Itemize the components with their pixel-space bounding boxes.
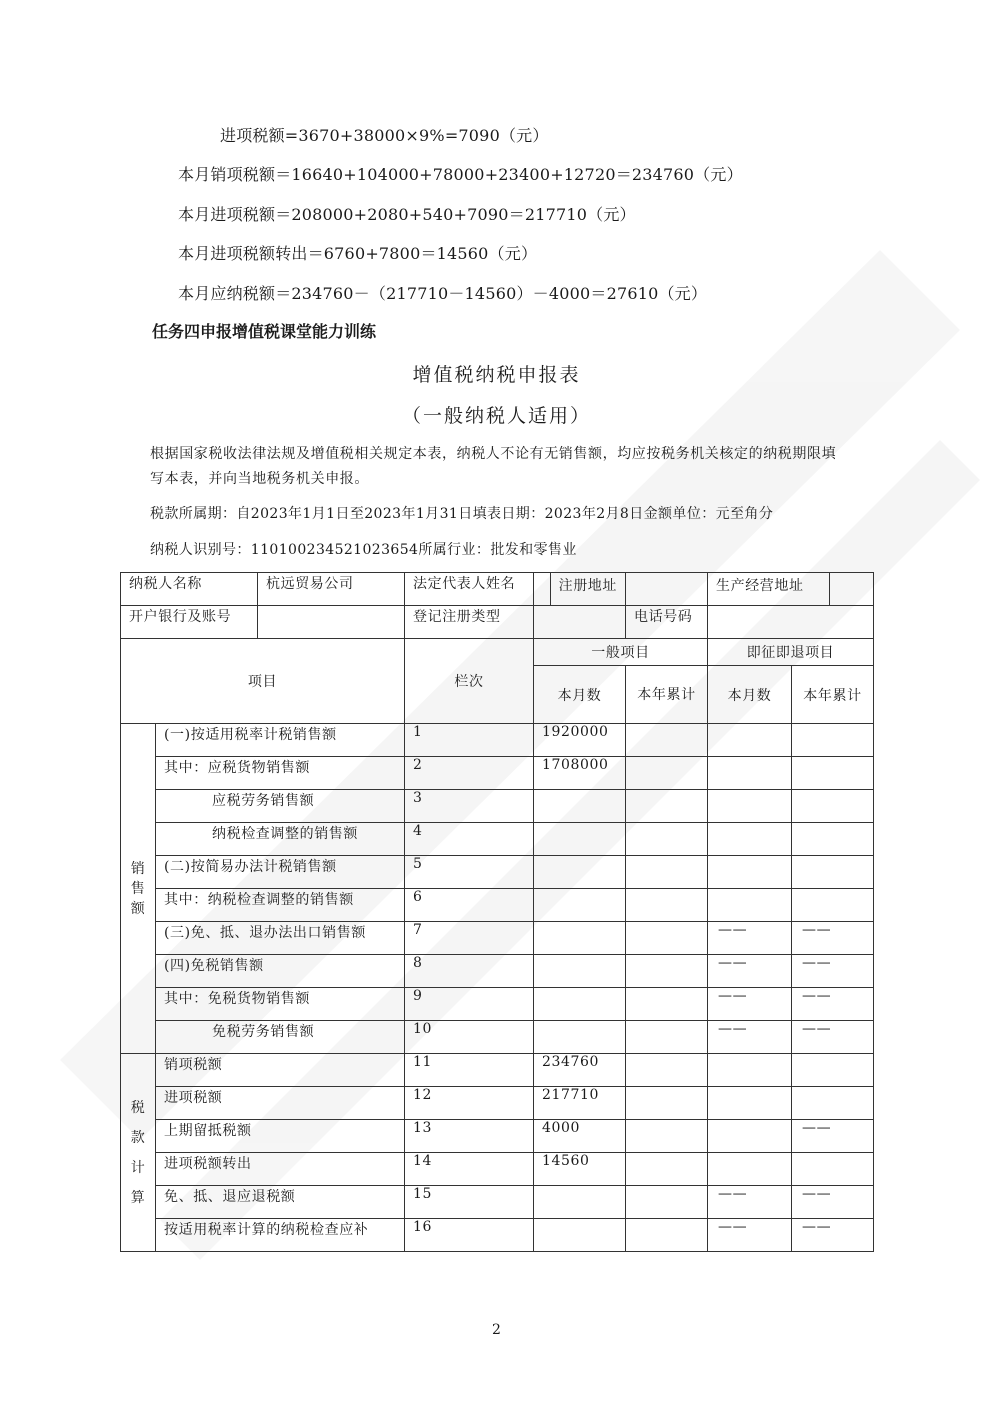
bank-label: 开户银行及账号 xyxy=(121,606,258,639)
row-number: 5 xyxy=(405,856,534,889)
table-row xyxy=(121,922,874,955)
form-title: 增值税纳税申报表 xyxy=(412,364,581,386)
intro-paragraph: 根据国家税收法律法规及增值税相关规定本表，纳税人不论有无销售额，均应按税务机关核定的纳税期限填写本表，并向当地税务机关申报。 xyxy=(150,446,837,487)
row-label: 其中：免税货物销售额 xyxy=(156,988,405,1021)
row-label: (三)免、抵、退办法出口销售额 xyxy=(156,922,405,955)
row-label: 进项税额 xyxy=(156,1087,405,1120)
table-row xyxy=(121,823,874,856)
dash-cell: —— xyxy=(708,922,792,955)
reg-address-label: 注册地址 xyxy=(558,578,617,594)
column-month-header: 本月数 xyxy=(534,666,626,724)
section-sales-label: 销 售 额 xyxy=(121,724,156,1054)
dash-cell: —— xyxy=(708,1186,792,1219)
row-label: 应税劳务销售额 xyxy=(156,790,405,823)
row-label: 其中：纳税检查调整的销售额 xyxy=(156,889,405,922)
phone-label: 电话号码 xyxy=(626,606,708,639)
row-number: 12 xyxy=(405,1087,534,1120)
form-subtitle: （一般纳税人适用） xyxy=(401,405,591,427)
header-row-2 xyxy=(121,606,874,639)
row-label: 上期留抵税额 xyxy=(156,1120,405,1153)
page-number: 2 xyxy=(492,1322,501,1338)
table-row xyxy=(121,1054,874,1087)
dash-cell: —— xyxy=(792,922,874,955)
row-label: (二)按简易办法计税销售额 xyxy=(156,856,405,889)
table-row xyxy=(121,955,874,988)
row-label: 进项税额转出 xyxy=(156,1153,405,1186)
row-number: 9 xyxy=(405,988,534,1021)
row-label: (四)免税销售额 xyxy=(156,955,405,988)
calc-line-2: 本月销项税额＝16640+104000+78000+23400+12720＝234760（元） xyxy=(178,165,743,184)
dash-cell: —— xyxy=(792,955,874,988)
table-row xyxy=(121,757,874,790)
calc-line-5: 本月应纳税额＝234760－（217710－14560）－4000＝27610（元） xyxy=(178,284,708,303)
task-title: 任务四申报增值税课堂能力训练 xyxy=(152,322,377,341)
row-label: 纳税检查调整的销售额 xyxy=(156,823,405,856)
table-row xyxy=(121,988,874,1021)
row-number: 6 xyxy=(405,889,534,922)
row-month-value: 217710 xyxy=(534,1087,626,1120)
period-line: 税款所属期：自2023年1月1日至2023年1月31日填表日期：2023年2月8日金额单位：元至角分 xyxy=(150,506,774,522)
dash-cell: —— xyxy=(792,1186,874,1219)
table-row xyxy=(121,724,874,757)
bank-value xyxy=(258,606,405,639)
dash-cell: —— xyxy=(708,1219,792,1252)
biz-address-label: 生产经营地址 xyxy=(708,573,830,605)
row-month-value: 14560 xyxy=(534,1153,626,1186)
calc-line-4: 本月进项税额转出＝6760+7800＝14560（元） xyxy=(178,244,538,263)
reg-address-value xyxy=(626,573,708,606)
dash-cell: —— xyxy=(792,1120,874,1153)
taxpayer-id-line: 纳税人识别号：110100234521023654所属行业：批发和零售业 xyxy=(150,542,577,558)
taxpayer-name-value: 杭远贸易公司 xyxy=(258,573,405,606)
row-number: 2 xyxy=(405,757,534,790)
column-year-header: 本年累计 xyxy=(626,666,708,724)
dash-cell: —— xyxy=(792,1021,874,1054)
reg-type-value xyxy=(534,606,626,639)
legal-rep-label: 法定代表人姓名 xyxy=(405,573,534,606)
row-label: 其中：应税货物销售额 xyxy=(156,757,405,790)
column-month2-header: 本月数 xyxy=(708,666,792,724)
row-number: 1 xyxy=(405,724,534,757)
row-label: 免、抵、退应退税额 xyxy=(156,1186,405,1219)
row-label: 按适用税率计算的纳税检查应补 xyxy=(156,1219,405,1252)
row-number: 14 xyxy=(405,1153,534,1186)
table-row xyxy=(121,1219,874,1252)
row-label: 免税劳务销售额 xyxy=(156,1021,405,1054)
row-label: (一)按适用税率计税销售额 xyxy=(156,724,405,757)
column-general-header: 一般项目 xyxy=(534,639,708,666)
row-month-value: 1708000 xyxy=(534,757,626,790)
calc-line-1: 进项税额=3670+38000×9%=7090（元） xyxy=(220,126,549,145)
column-header-row-1 xyxy=(121,639,874,666)
row-month-value: 1920000 xyxy=(534,724,626,757)
table-row xyxy=(121,790,874,823)
calc-line-3: 本月进项税额＝208000+2080+540+7090＝217710（元） xyxy=(178,205,636,224)
phone-value xyxy=(708,606,874,639)
taxpayer-name-label: 纳税人名称 xyxy=(121,573,258,606)
dash-cell: —— xyxy=(708,1021,792,1054)
dash-cell: —— xyxy=(708,955,792,988)
table-row xyxy=(121,1087,874,1120)
column-line-header: 栏次 xyxy=(405,639,534,724)
row-month-value: 4000 xyxy=(534,1120,626,1153)
row-number: 11 xyxy=(405,1054,534,1087)
dash-cell: —— xyxy=(792,1219,874,1252)
column-item-header: 项目 xyxy=(121,639,405,724)
row-number: 8 xyxy=(405,955,534,988)
table-row xyxy=(121,1153,874,1186)
table-row xyxy=(121,1120,874,1153)
row-number: 10 xyxy=(405,1021,534,1054)
column-year2-header: 本年累计 xyxy=(792,666,874,724)
row-number: 3 xyxy=(405,790,534,823)
row-number: 13 xyxy=(405,1120,534,1153)
table-row xyxy=(121,889,874,922)
row-number: 7 xyxy=(405,922,534,955)
dash-cell: —— xyxy=(708,988,792,1021)
dash-cell: —— xyxy=(792,988,874,1021)
table-row xyxy=(121,1021,874,1054)
row-label: 销项税额 xyxy=(156,1054,405,1087)
table-row xyxy=(121,856,874,889)
section-tax-label: 税 款 计 算 xyxy=(121,1054,156,1252)
reg-type-label: 登记注册类型 xyxy=(405,606,534,639)
row-number: 15 xyxy=(405,1186,534,1219)
table-row xyxy=(121,1186,874,1219)
row-month-value: 234760 xyxy=(534,1054,626,1087)
header-row-1 xyxy=(121,573,874,606)
row-number: 4 xyxy=(405,823,534,856)
legal-rep-value xyxy=(534,573,551,605)
vat-return-table xyxy=(120,572,874,1252)
row-number: 16 xyxy=(405,1219,534,1252)
column-immediate-header: 即征即退项目 xyxy=(708,639,874,666)
